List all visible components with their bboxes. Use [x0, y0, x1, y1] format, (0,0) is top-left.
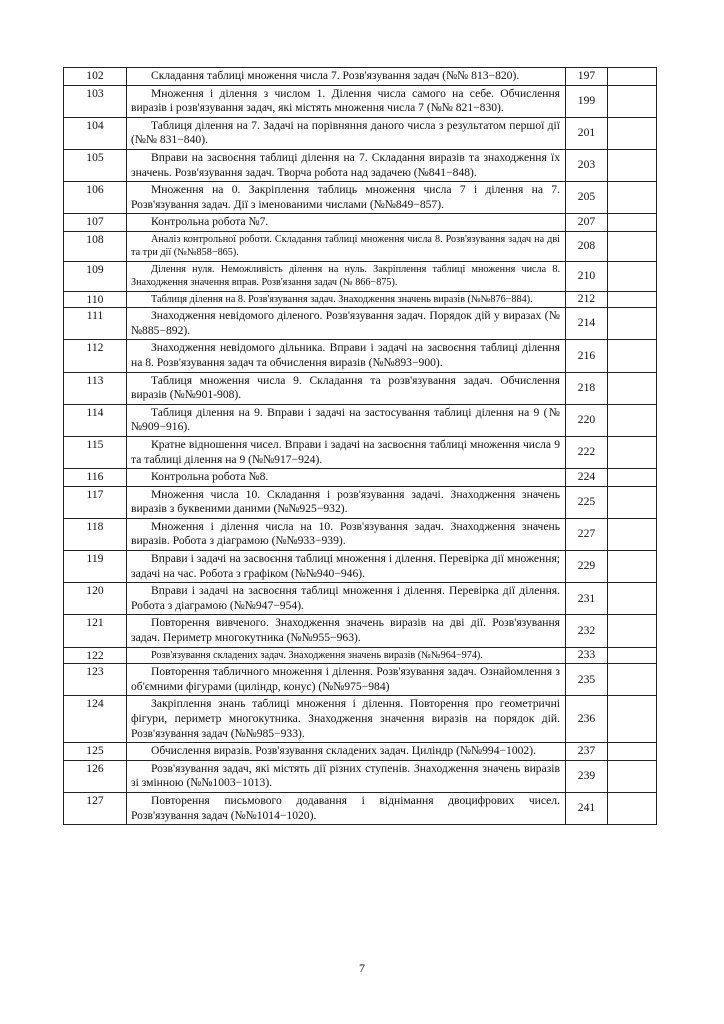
lesson-topic-cell — [127, 308, 566, 340]
lesson-topic-cell — [127, 760, 566, 792]
lesson-topic-cell — [127, 743, 566, 761]
lesson-topic-cell — [127, 615, 566, 647]
lesson-topic: Таблиця ділення на 9. Вправи і задачі на застосування таблиці ділення на 9 (№№909−916). — [131, 405, 560, 434]
blank-cell — [608, 68, 657, 86]
lesson-topic-cell — [127, 664, 566, 696]
lesson-topic: Кратне відношення чисел. Вправи і задачі на засвоєння таблиці множення числа 9 та таблиці ділення на 9 (№№917−924). — [131, 437, 560, 466]
lesson-topic: Контрольна робота №8. — [151, 470, 269, 484]
lesson-number: 122 — [64, 647, 127, 664]
lesson-page: 227 — [566, 518, 608, 550]
lesson-number: 115 — [64, 436, 127, 468]
lesson-number: 109 — [64, 261, 127, 291]
lesson-number: 112 — [64, 340, 127, 372]
lesson-topic: Вправи на засвоєння таблиці ділення на 7. Складання виразів та знаходження їх значень. Розв'язування задач. Творча робота над задачею (№841−848). — [131, 150, 560, 179]
blank-cell — [608, 372, 657, 404]
lesson-page: 224 — [566, 469, 608, 487]
lesson-topic: Повторення письмового додавання і віднімання двоцифрових чисел. Розв'язування задач (№№1014−1020). — [131, 793, 560, 822]
table-row — [64, 436, 657, 468]
blank-cell — [608, 664, 657, 696]
blank-cell — [608, 117, 657, 149]
table-row — [64, 551, 657, 583]
lesson-topic: Множення і ділення числа на 10. Розв'язування задач. Знаходження значень виразів. Робота з діаграмою (№№933−939). — [131, 519, 560, 548]
lesson-number: 106 — [64, 182, 127, 214]
lesson-number: 113 — [64, 372, 127, 404]
lesson-number: 117 — [64, 486, 127, 518]
table-body — [64, 68, 657, 825]
table-row — [64, 340, 657, 372]
blank-cell — [608, 436, 657, 468]
lesson-topic: Розв'язування задач, які містять дії різних ступенів. Знаходження значень виразів зі змінною (№№1003−1013). — [131, 761, 560, 790]
lesson-topic: Вправи і задачі на засвоєння таблиці множення і ділення. Перевірка дії ділення. Робота з діаграмою (№№947−954). — [131, 584, 560, 612]
lesson-topic: Повторення табличного множення і ділення. Розв'язування задач. Ознайомлення з об'ємними фігурами (циліндр, конус) (№№975−984) — [131, 665, 560, 693]
lesson-number: 124 — [64, 696, 127, 743]
lesson-topic: Множення і ділення з числом 1. Ділення числа самого на себе. Обчислення виразів і розв'язування задач, які містять множення числа 7 (№№ 821−830). — [131, 86, 560, 115]
page-number: 7 — [359, 961, 365, 975]
lesson-number: 123 — [64, 664, 127, 696]
lesson-topic-cell — [127, 469, 566, 487]
lesson-topic-cell — [127, 518, 566, 550]
lesson-page: 201 — [566, 117, 608, 149]
blank-cell — [608, 647, 657, 664]
lesson-topic: Повторення вивченого. Знаходження значень виразів на дві дії. Розв'язування задач. Периметр многокутника (№№955−963). — [131, 616, 560, 645]
lesson-topic: Знаходження невідомого діленого. Розв'язування задач. Порядок дій у виразах (№№885−892). — [131, 309, 560, 337]
table-row — [64, 214, 657, 232]
lesson-number: 120 — [64, 583, 127, 615]
table-row — [64, 372, 657, 404]
lesson-topic-cell — [127, 647, 566, 664]
lesson-page: 241 — [566, 792, 608, 824]
table-row — [64, 760, 657, 792]
blank-cell — [608, 486, 657, 518]
blank-cell — [608, 308, 657, 340]
table-row — [64, 85, 657, 117]
blank-cell — [608, 551, 657, 583]
lesson-page: 229 — [566, 551, 608, 583]
blank-cell — [608, 214, 657, 232]
lesson-page: 216 — [566, 340, 608, 372]
lesson-topic: Обчислення виразів. Розв'язування складених задач. Циліндр (№№994−1002). — [151, 744, 536, 758]
lesson-page: 222 — [566, 436, 608, 468]
lesson-number: 102 — [64, 68, 127, 86]
table-row — [64, 615, 657, 647]
lesson-number: 119 — [64, 551, 127, 583]
lesson-page: 235 — [566, 664, 608, 696]
lesson-number: 110 — [64, 291, 127, 308]
blank-cell — [608, 182, 657, 214]
lesson-topic: Вправи і задачі на засвоєння таблиці множення і ділення. Перевірка дії множення; задачі на час. Робота з графіком (№№940−946). — [131, 552, 560, 580]
lesson-topic-cell — [127, 231, 566, 261]
blank-cell — [608, 792, 657, 824]
lesson-page: 232 — [566, 615, 608, 647]
lesson-number: 126 — [64, 760, 127, 792]
lesson-topic: Таблиця ділення на 7. Задачі на порівняння даного числа з результатом першої дії (№№ 831−840). — [131, 118, 560, 147]
table-row — [64, 261, 657, 291]
blank-cell — [608, 696, 657, 743]
lesson-page: 220 — [566, 404, 608, 436]
lesson-page: 205 — [566, 182, 608, 214]
lesson-number: 125 — [64, 743, 127, 761]
blank-cell — [608, 404, 657, 436]
lesson-topic: Закріплення знань таблиці множення і ділення. Повторення про геометричні фігури, периметр многокутника. Знаходження значення виразів на порядок дій. Розв'язування задач (№№985−933). — [131, 697, 560, 740]
lesson-topic-cell — [127, 583, 566, 615]
lesson-topic-cell — [127, 291, 566, 308]
lesson-number: 127 — [64, 792, 127, 824]
lesson-number: 118 — [64, 518, 127, 550]
lesson-number: 107 — [64, 214, 127, 232]
table-row — [64, 182, 657, 214]
lesson-topic: Знаходження невідомого дільника. Вправи і задачі на засвоєння таблиці ділення на 8. Розв'язування задач та обчислення виразів (№№893−900). — [131, 341, 560, 369]
table-row — [64, 583, 657, 615]
lesson-page: 210 — [566, 261, 608, 291]
lesson-topic-cell — [127, 486, 566, 518]
lesson-page: 231 — [566, 583, 608, 615]
lesson-page: 203 — [566, 149, 608, 181]
lesson-topic-cell — [127, 792, 566, 824]
lesson-topic: Множення числа 10. Складання і розв'язування задачі. Знаходження значень виразів з буквеними даними (№№925−932). — [131, 487, 560, 516]
lesson-page: 197 — [566, 68, 608, 86]
lesson-number: 108 — [64, 231, 127, 261]
lesson-page: 208 — [566, 231, 608, 261]
blank-cell — [608, 583, 657, 615]
lesson-page: 237 — [566, 743, 608, 761]
lesson-topic-cell — [127, 372, 566, 404]
lesson-topic: Складання таблиці множення числа 7. Розв'язування задач (№№ 813−820). — [151, 69, 520, 82]
table-row — [64, 647, 657, 664]
lesson-number: 104 — [64, 117, 127, 149]
blank-cell — [608, 518, 657, 550]
lesson-plan-table — [63, 67, 657, 825]
lesson-page: 214 — [566, 308, 608, 340]
blank-cell — [608, 469, 657, 487]
blank-cell — [608, 615, 657, 647]
lesson-topic: Контрольна робота №7. — [151, 215, 269, 229]
lesson-topic-cell — [127, 436, 566, 468]
table-row — [64, 743, 657, 761]
lesson-page: 236 — [566, 696, 608, 743]
table-row — [64, 231, 657, 261]
lesson-topic-cell — [127, 261, 566, 291]
table-row — [64, 404, 657, 436]
table-row — [64, 149, 657, 181]
blank-cell — [608, 261, 657, 291]
lesson-page: 225 — [566, 486, 608, 518]
lesson-topic: Ділення нуля. Неможливість ділення на нуль. Закріплення таблиці множення числа 8. Знаходження значення вправ. Розв'язання задач (№ 866−875). — [131, 263, 560, 289]
lesson-topic-cell — [127, 551, 566, 583]
blank-cell — [608, 231, 657, 261]
lesson-topic: Розв'язування складених задач. Знаходження значень виразів (№№964−974). — [151, 649, 483, 661]
lesson-number: 105 — [64, 149, 127, 181]
lesson-topic-cell — [127, 117, 566, 149]
lesson-topic-cell — [127, 68, 566, 86]
lesson-page: 233 — [566, 647, 608, 664]
table-row — [64, 469, 657, 487]
table-row — [64, 486, 657, 518]
table-row — [64, 308, 657, 340]
table-row — [64, 291, 657, 308]
blank-cell — [608, 743, 657, 761]
blank-cell — [608, 149, 657, 181]
lesson-topic-cell — [127, 404, 566, 436]
table-row — [64, 68, 657, 86]
table-row — [64, 518, 657, 550]
blank-cell — [608, 291, 657, 308]
lesson-page: 212 — [566, 291, 608, 308]
blank-cell — [608, 340, 657, 372]
lesson-topic-cell — [127, 85, 566, 117]
lesson-page: 239 — [566, 760, 608, 792]
lesson-page: 218 — [566, 372, 608, 404]
lesson-topic-cell — [127, 182, 566, 214]
lesson-number: 121 — [64, 615, 127, 647]
lesson-page: 199 — [566, 85, 608, 117]
table-row — [64, 664, 657, 696]
lesson-topic-cell — [127, 214, 566, 232]
lesson-number: 116 — [64, 469, 127, 487]
blank-cell — [608, 85, 657, 117]
lesson-topic-cell — [127, 696, 566, 743]
lesson-topic: Множення на 0. Закріплення таблиць множення числа 7 і ділення на 7. Розв'язування задач. Дії з іменованими числами (№№849−857). — [131, 183, 560, 211]
table-row — [64, 792, 657, 824]
lesson-number: 114 — [64, 404, 127, 436]
lesson-number: 103 — [64, 85, 127, 117]
lesson-topic: Таблиця ділення на 8. Розв'язування задач. Знаходження значень виразів (№№876−884). — [151, 293, 533, 305]
lesson-number: 111 — [64, 308, 127, 340]
lesson-topic: Таблиця множення числа 9. Складання та розв'язування задач. Обчислення виразів (№№901-908). — [131, 373, 560, 402]
blank-cell — [608, 760, 657, 792]
lesson-topic: Аналіз контрольної роботи. Складання таблиці множення числа 8. Розв'язування задач на дві та три дії (№№858−865). — [131, 233, 560, 259]
lesson-page: 207 — [566, 214, 608, 232]
lesson-topic-cell — [127, 340, 566, 372]
lesson-topic-cell — [127, 149, 566, 181]
table-row — [64, 117, 657, 149]
table-row — [64, 696, 657, 743]
